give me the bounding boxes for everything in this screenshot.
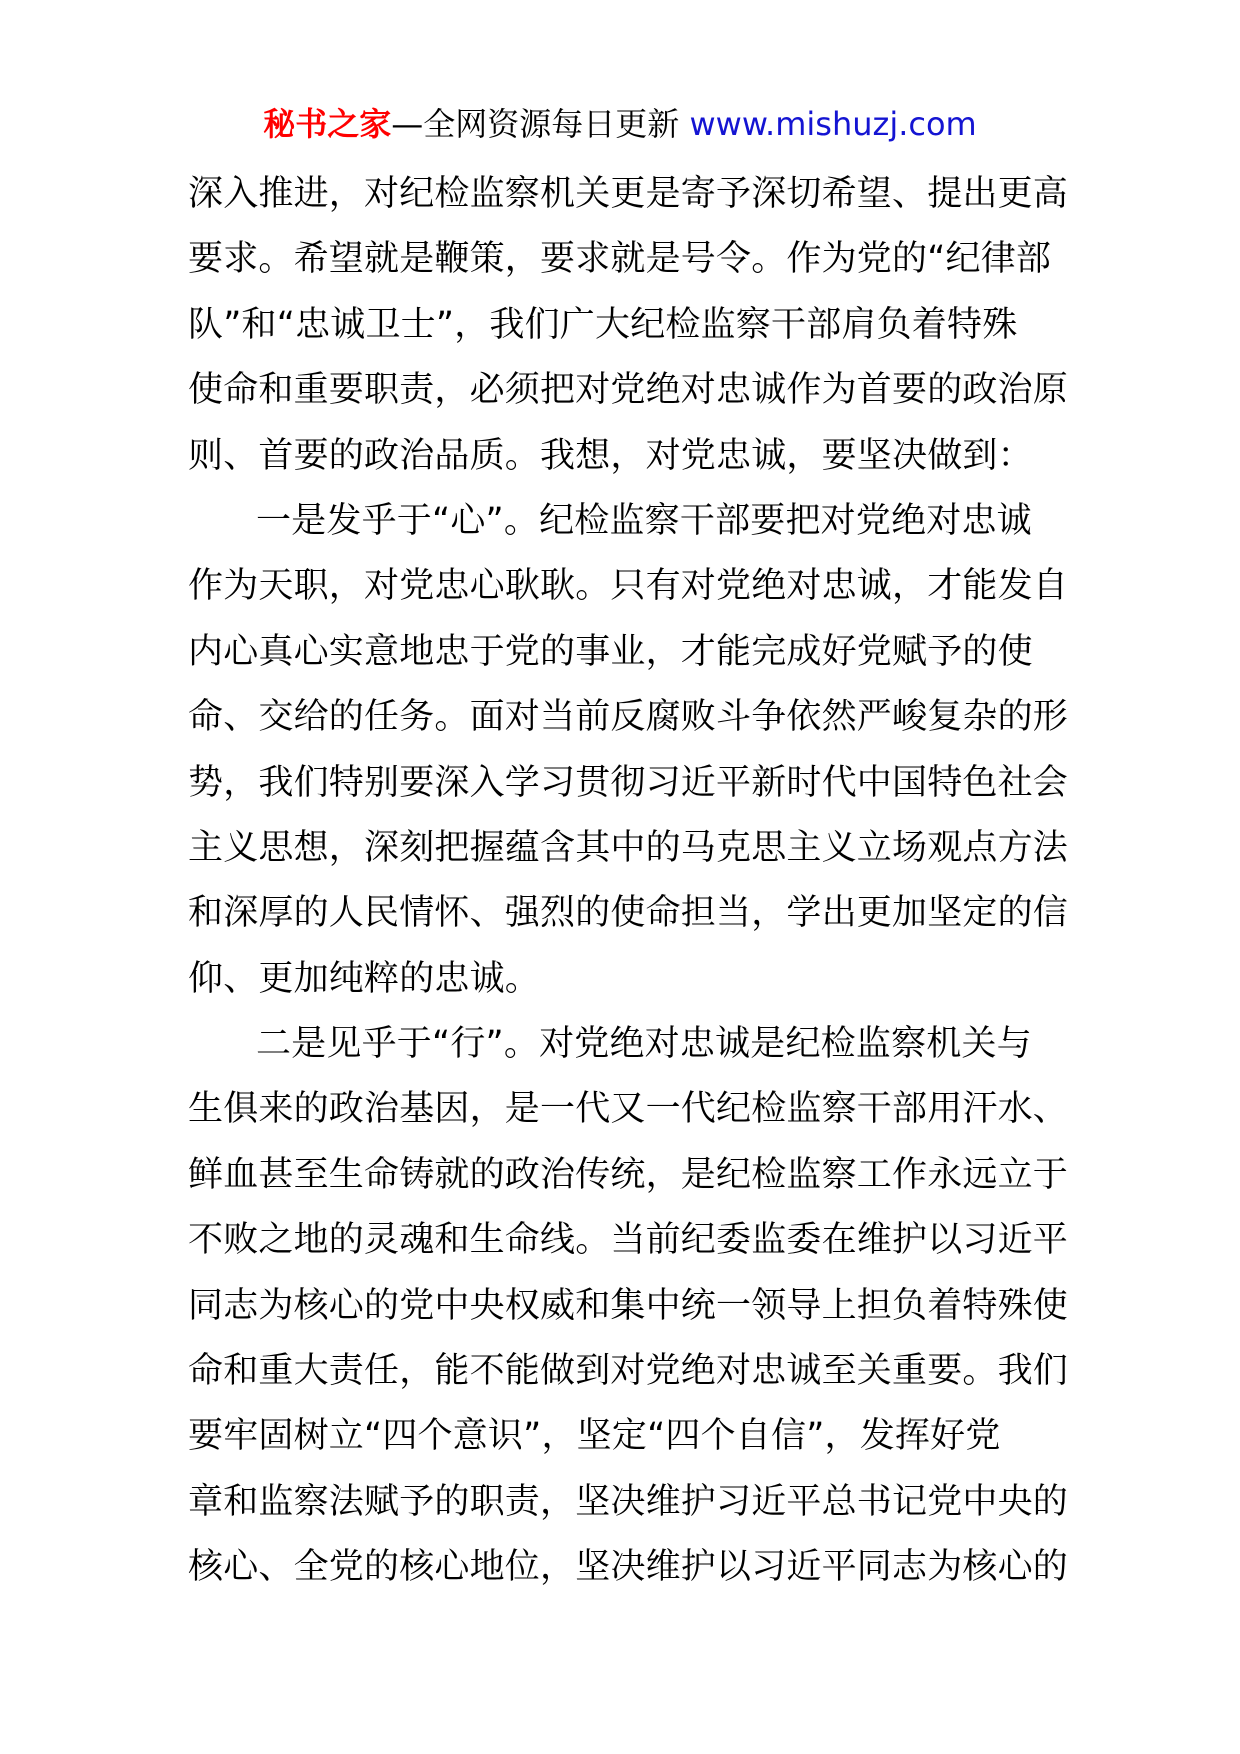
text-line: 主义思想，深刻把握蕴含其中的马克思主义立场观点方法 (188, 827, 1069, 868)
text-line: 章和监察法赋予的职责，坚决维护习近平总书记党中央的 (188, 1481, 1069, 1522)
text-line: 命、交给的任务。面对当前反腐败斗争依然严峻复杂的形 (188, 697, 1069, 738)
site-url-link[interactable]: www.mishuzj.com (689, 105, 977, 143)
text-line: 生俱来的政治基因，是一代又一代纪检监察干部用汗水、 (188, 1089, 1069, 1130)
text-line: 核心、全党的核心地位，坚决维护以习近平同志为核心的 (188, 1547, 1069, 1588)
text-line: 内心真心实意地忠于党的事业，才能完成好党赋予的使 (188, 631, 1033, 672)
text-line: 使命和重要职责，必须把对党绝对忠诚作为首要的政治原 (188, 370, 1069, 411)
text-line: 要求。希望就是鞭策，要求就是号令。作为党的“纪律部 (188, 239, 1052, 280)
text-line: 势，我们特别要深入学习贯彻习近平新时代中国特色社会 (188, 762, 1069, 803)
text-line: 同志为核心的党中央权威和集中统一领导上担负着特殊使 (188, 1285, 1069, 1326)
text-line: 仰、更加纯粹的忠诚。 (188, 958, 541, 999)
document-body (188, 162, 1069, 1601)
text-line: 鲜血甚至生命铸就的政治传统，是纪检监察工作永远立于 (188, 1154, 1069, 1195)
header-tagline: —全网资源每日更新 (391, 105, 690, 143)
text-line: 不败之地的灵魂和生命线。当前纪委监委在维护以习近平 (188, 1220, 1069, 1261)
text-line: 要牢固树立“四个意识”，坚定“四个自信”，发挥好党 (188, 1416, 1001, 1457)
brand-name: 秘书之家 (263, 105, 392, 143)
paragraph-first-line: 二是见乎于“行”。对党绝对忠诚是纪检监察机关与 (256, 1024, 1032, 1065)
paragraph-first-line: 一是发乎于“心”。纪检监察干部要把对党绝对忠诚 (256, 500, 1032, 541)
text-line: 队”和“忠诚卫士”，我们广大纪检监察干部肩负着特殊 (188, 304, 1018, 345)
text-line: 命和重大责任，能不能做到对党绝对忠诚至关重要。我们 (188, 1351, 1069, 1392)
text-line: 深入推进，对纪检监察机关更是寄予深切希望、提出更高 (188, 174, 1069, 214)
text-line: 和深厚的人民情怀、强烈的使命担当，学出更加坚定的信 (188, 893, 1069, 934)
page-header (0, 100, 1240, 148)
text-line: 则、首要的政治品质。我想，对党忠诚，要坚决做到： (188, 435, 1033, 476)
text-line: 作为天职，对党忠心耿耿。只有对党绝对忠诚，才能发自 (188, 566, 1069, 607)
